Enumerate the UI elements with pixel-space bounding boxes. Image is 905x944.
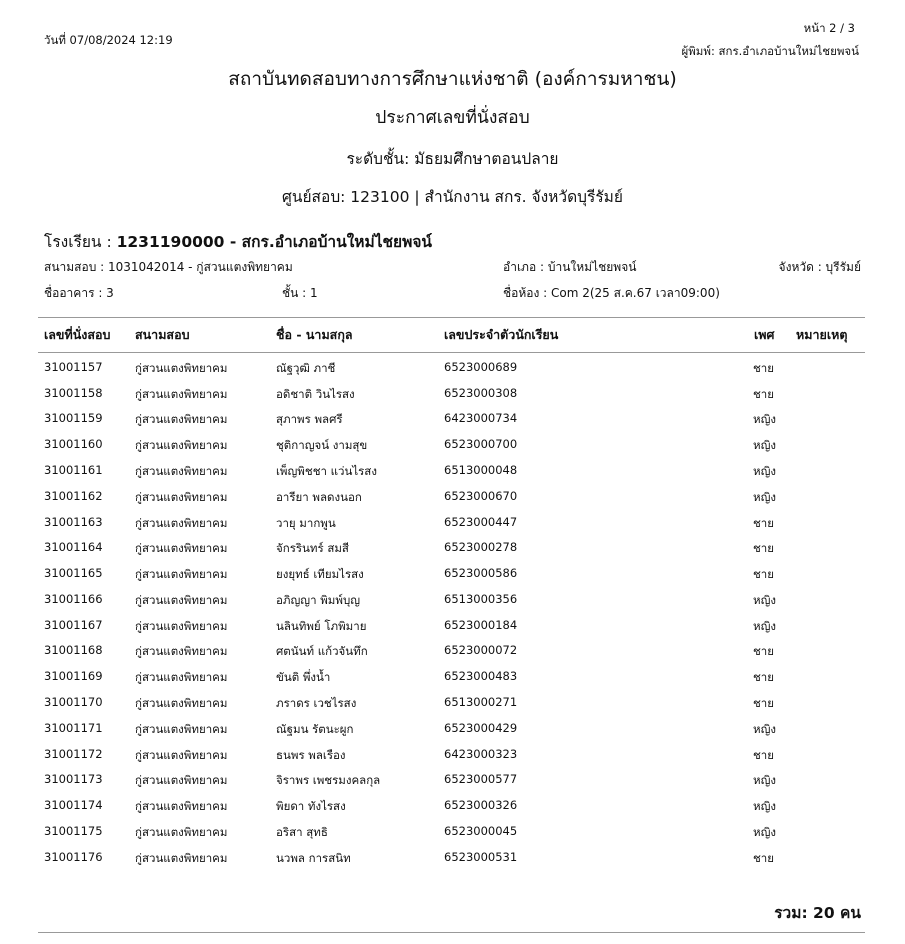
cell-name: ภราดร เวชไรสง	[276, 696, 357, 710]
cell-gender: หญิง	[753, 825, 776, 839]
header-student-id: เลขประจำตัวนักเรียน	[444, 327, 559, 342]
cell-seat: 31001158	[44, 386, 103, 400]
cell-seat: 31001171	[44, 721, 103, 735]
cell-gender: หญิง	[753, 722, 776, 736]
cell-student-id: 6523000700	[444, 437, 518, 451]
cell-venue: กู่สวนแตงพิทยาคม	[135, 773, 228, 787]
cell-student-id: 6423000323	[444, 747, 518, 761]
cell-gender: หญิง	[753, 490, 776, 504]
cell-seat: 31001161	[44, 463, 103, 477]
cell-student-id: 6523000308	[444, 386, 518, 400]
footer-rule	[38, 932, 865, 933]
cell-student-id: 6513000356	[444, 592, 518, 606]
cell-gender: หญิง	[753, 619, 776, 633]
header-name: ชื่อ - นามสกุล	[276, 327, 353, 342]
cell-venue: กู่สวนแตงพิทยาคม	[135, 644, 228, 658]
cell-gender: ชาย	[753, 851, 775, 865]
total-count: รวม: 20 คน	[774, 904, 861, 922]
cell-seat: 31001169	[44, 669, 103, 683]
table-header-rule	[38, 352, 865, 353]
cell-name: อภิญญา พิมพ์บุญ	[276, 593, 361, 607]
venue-info: สนามสอบ : 1031042014 - กู่สวนแตงพิทยาคม	[44, 260, 293, 274]
cell-name: สุภาพร พลศรี	[276, 412, 343, 426]
cell-student-id: 6423000734	[444, 411, 518, 425]
cell-student-id: 6523000184	[444, 618, 518, 632]
cell-venue: กู่สวนแตงพิทยาคม	[135, 825, 228, 839]
cell-student-id: 6523000045	[444, 824, 518, 838]
cell-venue: กู่สวนแตงพิทยาคม	[135, 593, 228, 607]
cell-student-id: 6523000447	[444, 515, 518, 529]
cell-venue: กู่สวนแตงพิทยาคม	[135, 412, 228, 426]
cell-name: จักรรินทร์ สมสี	[276, 541, 349, 555]
floor-info: ชั้น : 1	[282, 286, 318, 300]
cell-name: พิยดา ทังไรสง	[276, 799, 346, 813]
cell-seat: 31001167	[44, 618, 103, 632]
cell-student-id: 6523000577	[444, 772, 518, 786]
cell-name: นวพล การสนิท	[276, 851, 351, 865]
school-value: 1231190000 - สกร.อำเภอบ้านใหม่ไชยพจน์	[116, 233, 433, 251]
cell-name: ธนพร พลเรือง	[276, 748, 346, 762]
province-info: จังหวัด : บุรีรัมย์	[778, 260, 861, 274]
cell-student-id: 6523000689	[444, 360, 518, 374]
cell-name: วายุ มากพูน	[276, 516, 336, 530]
cell-gender: หญิง	[753, 593, 776, 607]
cell-seat: 31001165	[44, 566, 103, 580]
building-info: ชื่ออาคาร : 3	[44, 286, 114, 300]
cell-venue: กู่สวนแตงพิทยาคม	[135, 438, 228, 452]
cell-seat: 31001170	[44, 695, 103, 709]
cell-seat: 31001174	[44, 798, 103, 812]
cell-name: อดิชาติ วินไรสง	[276, 387, 355, 401]
cell-venue: กู่สวนแตงพิทยาคม	[135, 464, 228, 478]
cell-gender: หญิง	[753, 412, 776, 426]
school-line	[44, 229, 432, 254]
cell-name: ณัฐวุฒิ ภาชี	[276, 361, 336, 375]
cell-gender: หญิง	[753, 438, 776, 452]
header-note: หมายเหตุ	[796, 327, 848, 342]
cell-venue: กู่สวนแตงพิทยาคม	[135, 748, 228, 762]
org-title: สถาบันทดสอบทางการศึกษาแห่งชาติ (องค์การมหาชน)	[228, 68, 677, 90]
cell-student-id: 6523000072	[444, 643, 518, 657]
room-info: ชื่อห้อง : Com 2(25 ส.ค.67 เวลา09:00)	[503, 286, 720, 300]
cell-student-id: 6523000326	[444, 798, 518, 812]
header-gender: เพศ	[754, 327, 775, 342]
printed-by: ผู้พิมพ์: สกร.อำเภอบ้านใหม่ไชยพจน์	[681, 44, 859, 58]
cell-seat: 31001173	[44, 772, 103, 786]
cell-venue: กู่สวนแตงพิทยาคม	[135, 851, 228, 865]
cell-venue: กู่สวนแตงพิทยาคม	[135, 567, 228, 581]
cell-seat: 31001168	[44, 643, 103, 657]
cell-name: นลินทิพย์ โภพิมาย	[276, 619, 367, 633]
exam-center-title: ศูนย์สอบ: 123100 | สำนักงาน สกร. จังหวัดบุรีรัมย์	[282, 188, 623, 206]
cell-gender: ชาย	[753, 516, 775, 530]
level-title: ระดับชั้น: มัธยมศึกษาตอนปลาย	[346, 150, 559, 168]
announcement-title: ประกาศเลขที่นั่งสอบ	[375, 108, 530, 128]
cell-venue: กู่สวนแตงพิทยาคม	[135, 541, 228, 555]
cell-venue: กู่สวนแตงพิทยาคม	[135, 387, 228, 401]
page-number: หน้า 2 / 3	[803, 21, 855, 35]
cell-seat: 31001162	[44, 489, 103, 503]
cell-venue: กู่สวนแตงพิทยาคม	[135, 670, 228, 684]
cell-name: ชุติกาญจน์ งามสุข	[276, 438, 368, 452]
cell-seat: 31001157	[44, 360, 103, 374]
cell-name: ศตนันท์ แก้วจันทึก	[276, 644, 368, 658]
cell-name: ขันติ พึ่งน้ำ	[276, 670, 331, 684]
cell-student-id: 6523000670	[444, 489, 518, 503]
cell-name: จิราพร เพชรมงคลกุล	[276, 773, 381, 787]
cell-student-id: 6513000048	[444, 463, 518, 477]
cell-venue: กู่สวนแตงพิทยาคม	[135, 490, 228, 504]
header-venue: สนามสอบ	[135, 327, 190, 342]
cell-venue: กู่สวนแตงพิทยาคม	[135, 696, 228, 710]
cell-gender: ชาย	[753, 387, 775, 401]
table-top-rule	[38, 317, 865, 318]
cell-gender: ชาย	[753, 696, 775, 710]
cell-student-id: 6523000278	[444, 540, 518, 554]
cell-gender: ชาย	[753, 541, 775, 555]
cell-student-id: 6513000271	[444, 695, 518, 709]
cell-student-id: 6523000531	[444, 850, 518, 864]
cell-seat: 31001172	[44, 747, 103, 761]
cell-gender: ชาย	[753, 748, 775, 762]
cell-name: อริสา สุทธิ	[276, 825, 328, 839]
cell-gender: ชาย	[753, 644, 775, 658]
district-info: อำเภอ : บ้านใหม่ไชยพจน์	[503, 260, 637, 274]
cell-gender: ชาย	[753, 361, 775, 375]
cell-gender: ชาย	[753, 670, 775, 684]
cell-gender: หญิง	[753, 464, 776, 478]
cell-name: ยงยุทธ์ เทียมไรสง	[276, 567, 364, 581]
cell-venue: กู่สวนแตงพิทยาคม	[135, 722, 228, 736]
cell-gender: ชาย	[753, 567, 775, 581]
cell-seat: 31001175	[44, 824, 103, 838]
cell-venue: กู่สวนแตงพิทยาคม	[135, 619, 228, 633]
cell-seat: 31001163	[44, 515, 103, 529]
cell-name: เพ็ญพิชชา แว่นไรสง	[276, 464, 377, 478]
cell-seat: 31001160	[44, 437, 103, 451]
header-seat: เลขที่นั่งสอบ	[44, 327, 111, 342]
cell-gender: หญิง	[753, 799, 776, 813]
cell-venue: กู่สวนแตงพิทยาคม	[135, 516, 228, 530]
cell-gender: หญิง	[753, 773, 776, 787]
cell-seat: 31001166	[44, 592, 103, 606]
cell-student-id: 6523000483	[444, 669, 518, 683]
cell-venue: กู่สวนแตงพิทยาคม	[135, 361, 228, 375]
cell-venue: กู่สวนแตงพิทยาคม	[135, 799, 228, 813]
print-date: วันที่ 07/08/2024 12:19	[44, 33, 173, 47]
cell-name: ณัฐมน รัตนะผูก	[276, 722, 354, 736]
cell-seat: 31001176	[44, 850, 103, 864]
cell-student-id: 6523000586	[444, 566, 518, 580]
cell-student-id: 6523000429	[444, 721, 518, 735]
school-label: โรงเรียน :	[44, 233, 117, 251]
cell-seat: 31001159	[44, 411, 103, 425]
cell-seat: 31001164	[44, 540, 103, 554]
cell-name: อารียา พลดงนอก	[276, 490, 362, 504]
